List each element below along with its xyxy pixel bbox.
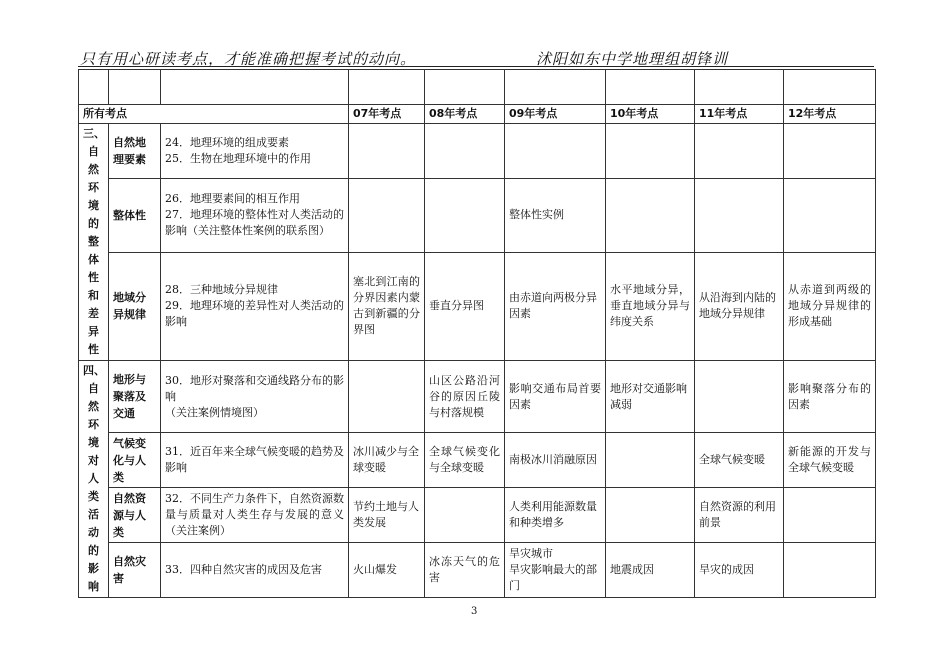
table-row [79,488,876,543]
table-row [79,124,876,179]
cell-2007 [349,124,425,179]
cell-2012: 从赤道到两级的地域分异规律的形成基础 [784,252,876,360]
points-cell: 30．地形对聚落和交通线路分布的影响 （关注案例情境图） [161,361,349,433]
cell-2011: 自然资源的利用前景 [695,488,784,543]
page-number: 3 [471,606,478,617]
points-cell: 32．不同生产力条件下，自然资源数量与质量对人类生存与发展的意义（关注案例） [161,488,349,543]
header-author: 沭阳如东中学地理组胡锋训 [536,50,729,68]
cell-2011 [695,178,784,252]
header-2011: 11年考点 [695,105,784,124]
section-3-title: 三、 自 然 环 境 的 整 体 性 和 差 异 性 [79,124,109,361]
header-2008: 08年考点 [425,105,505,124]
cell-2008: 山区公路沿河谷的原因丘陵与村落规模 [425,361,505,433]
cell-2007 [349,178,425,252]
cell-2010: 水平地域分异，垂直地域分异与纬度关系 [606,252,695,360]
cell-2009: 南极冰川消融原因 [505,433,606,488]
blank-cell [161,70,349,105]
topic-integrity: 整体性 [109,178,161,252]
blank-cell [784,70,876,105]
points-cell: 24．地理环境的组成要素 25．生物在地理环境中的作用 [161,124,349,179]
topic-regional-differentiation: 地域分异规律 [109,252,161,360]
cell-2012 [784,543,876,598]
cell-2008: 冰冻天气的危害 [425,543,505,598]
cell-2010: 地形对交通影响减弱 [606,361,695,433]
cell-2008 [425,178,505,252]
blank-cell [109,70,161,105]
points-cell: 26．地理要素间的相互作用 27．地理环境的整体性对人类活动的影响（关注整体性案例的联系图） [161,178,349,252]
points-cell: 31．近百年来全球气候变暖的趋势及影响 [161,433,349,488]
blank-cell [79,70,109,105]
blank-cell [606,70,695,105]
cell-2007: 节约土地与人类发展 [349,488,425,543]
cell-2008: 全球气候变化与全球变暖 [425,433,505,488]
cell-2011 [695,361,784,433]
cell-2007: 火山爆发 [349,543,425,598]
cell-2009 [505,124,606,179]
cell-2011 [695,124,784,179]
blank-row [79,70,876,105]
cell-2009: 旱灾城市 旱灾影响最大的部门 [505,543,606,598]
exam-points-table [78,69,876,598]
cell-2010 [606,178,695,252]
header-rule-top [78,66,874,67]
cell-2012 [784,488,876,543]
table-row [79,361,876,433]
topic-natural-disasters: 自然灾害 [109,543,161,598]
blank-cell [695,70,784,105]
cell-2010 [606,433,695,488]
section-4-title: 四、 自 然 环 境 对 人 类 活 动 的 影 响 [79,361,109,598]
cell-2009: 整体性实例 [505,178,606,252]
header-row [79,105,876,124]
cell-2009: 影响交通布局首要因素 [505,361,606,433]
cell-2012 [784,178,876,252]
topic-natural-elements: 自然地理要素 [109,124,161,179]
points-cell: 33．四种自然灾害的成因及危害 [161,543,349,598]
cell-2007 [349,361,425,433]
cell-2007: 塞北到江南的分界因素内蒙古到新疆的分界图 [349,252,425,360]
cell-2012 [784,124,876,179]
cell-2011: 全球气候变暖 [695,433,784,488]
cell-2007: 冰川减少与全球变暖 [349,433,425,488]
table-row [79,433,876,488]
cell-2009: 由赤道向两极分异因素 [505,252,606,360]
cell-2011: 旱灾的成因 [695,543,784,598]
topic-climate-change: 气候变化与人类 [109,433,161,488]
cell-2011: 从沿海到内陆的地域分异规律 [695,252,784,360]
cell-2009: 人类利用能源数量和种类增多 [505,488,606,543]
table-row [79,252,876,360]
header-2007: 07年考点 [349,105,425,124]
topic-terrain-settlement: 地形与聚落及交通 [109,361,161,433]
table-row [79,543,876,598]
header-motto: 只有用心研读考点，才能准确把握考试的动向。 [80,50,417,68]
cell-2012: 新能源的开发与全球气候变暖 [784,433,876,488]
cell-2008 [425,124,505,179]
points-cell: 28．三种地域分异规律 29．地理环境的差异性对人类活动的影响 [161,252,349,360]
blank-cell [349,70,425,105]
cell-2012: 影响聚落分布的因素 [784,361,876,433]
cell-2010 [606,488,695,543]
header-2012: 12年考点 [784,105,876,124]
blank-cell [425,70,505,105]
cell-2010: 地震成因 [606,543,695,598]
header-all-points: 所有考点 [79,105,349,124]
cell-2008 [425,488,505,543]
header-2009: 09年考点 [505,105,606,124]
cell-2010 [606,124,695,179]
blank-cell [505,70,606,105]
topic-natural-resources: 自然资源与人类 [109,488,161,543]
table-row [79,178,876,252]
cell-2008: 垂直分异图 [425,252,505,360]
header-2010: 10年考点 [606,105,695,124]
